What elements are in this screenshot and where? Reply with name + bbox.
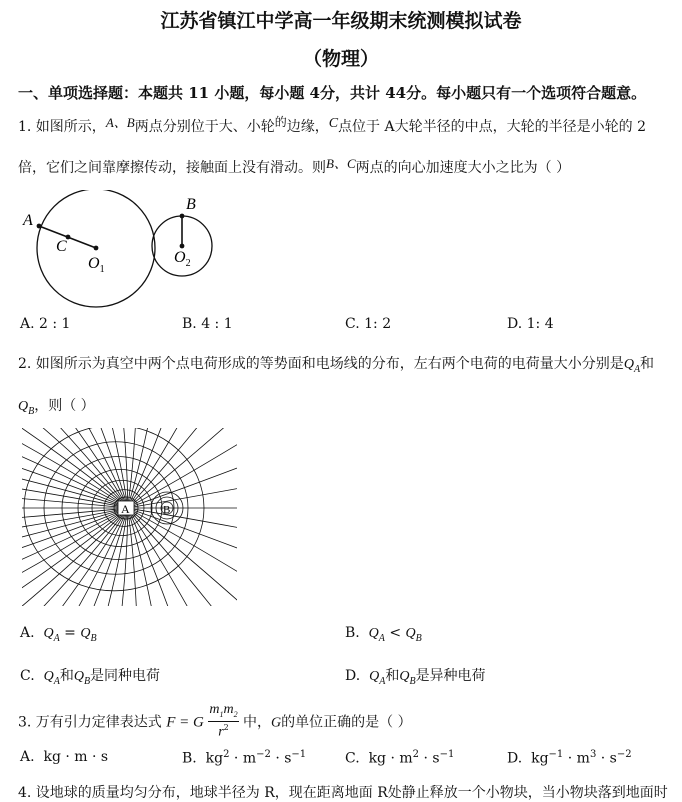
field-line (131, 512, 237, 606)
label-c: C (56, 238, 67, 255)
exam-subtitle: （物理） (302, 48, 379, 70)
label-o2: $O_2$ (174, 249, 191, 269)
field-line (130, 428, 218, 504)
q3-option-d[interactable]: D. $kg^{-1} \cdot m^3 \cdot s^{-2}$ (507, 749, 632, 767)
field-line (131, 428, 237, 505)
center-o1-dot (94, 246, 99, 251)
q1-option-c[interactable]: C. 1: 2 (345, 316, 392, 332)
field-line (131, 511, 237, 606)
field-line (22, 513, 122, 606)
label-a: A (23, 212, 33, 229)
q3-option-b[interactable]: B. $kg^2 \cdot m^{-2} \cdot s^{-1}$ (182, 749, 307, 767)
question-2-line-2: $Q_B$，则（ ） (18, 398, 95, 417)
question-1-line-1: 1. 如图所示，A、B两点分别位于大、小轮的边缘，C点位于 A大轮半径的中点，大轮的半径是小轮的 2 (18, 115, 646, 135)
charge-b-label: B (163, 504, 171, 516)
question-4-partial: 4. 设地球的质量均匀分布，地球半径为 R，现在距离地面 R处静止释放一个小物块，当小物块落到地面时 (18, 785, 668, 801)
field-line (22, 509, 120, 524)
q3-option-a[interactable]: A. kg · m · s (20, 749, 109, 765)
q3-option-c[interactable]: C. kg · $m^2 \cdot s^{-1}$ (345, 749, 455, 767)
section-header: 一、单项选择题：本题共 11 小题，每小题 4分，共计 44分。每小题只有一个选项符合题意。 (18, 84, 647, 102)
field-line (132, 428, 238, 506)
field-lines-group (22, 428, 237, 606)
q2-field-figure (22, 428, 237, 606)
q1-option-a[interactable]: A. 2 : 1 (20, 316, 71, 332)
field-line (112, 514, 127, 606)
exam-title: 江苏省镇江中学高一年级期末统测模拟试卷 (160, 10, 522, 32)
question-1-line-2: 倍，它们之间靠摩擦传动，接触面上没有滑动。则B、C两点的向心加速度大小之比为（ ） (18, 156, 571, 176)
question-2-line-1: 2. 如图所示为真空中两个点电荷形成的等势面和电场线的分布，左右两个电荷的电荷量大小分别是$Q_A$和 (18, 356, 655, 375)
q3-fraction: $\frac{m_1m_2}{r^2}$ (209, 702, 238, 740)
field-line (22, 493, 120, 508)
q2-option-d[interactable]: D. $Q_A$和$Q_B$是异种电荷 (345, 668, 486, 687)
field-line (24, 428, 124, 502)
point-a-dot (37, 224, 42, 229)
q1-wheels-figure (18, 190, 218, 310)
label-o1: $O_1$ (88, 255, 105, 275)
q1-option-b[interactable]: B. 4 : 1 (182, 316, 233, 332)
question-3-line: 3. 万有引力定律表达式 F = G $\frac{m_1m_2}{r^2}$ 中，G的单位正确的是（ ） (18, 702, 412, 740)
field-line (130, 512, 218, 606)
point-b-dot (180, 214, 185, 219)
charge-a-label: A (121, 502, 130, 516)
field-line (87, 514, 126, 606)
q2-option-a[interactable]: A. $Q_A = Q_B$ (20, 625, 97, 644)
center-o2-dot (180, 244, 185, 249)
label-b: B (186, 196, 196, 213)
q1-option-d[interactable]: D. 1: 4 (507, 316, 554, 332)
q2-option-b[interactable]: B. $Q_A < Q_B$ (345, 625, 422, 644)
q2-option-c[interactable]: C. $Q_A$和$Q_B$是同种电荷 (20, 668, 161, 687)
